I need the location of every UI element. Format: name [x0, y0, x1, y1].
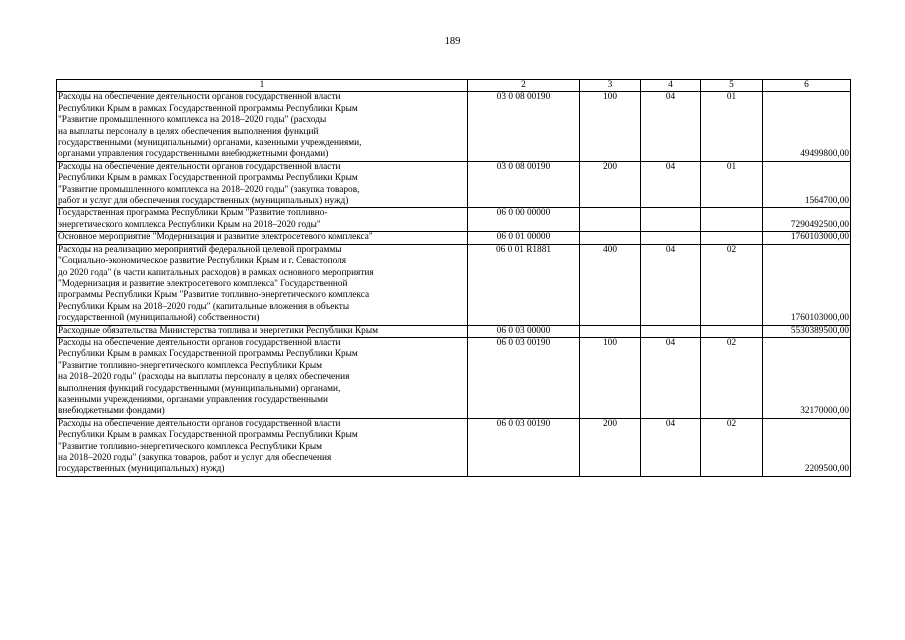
- table-header-row: [57, 80, 851, 92]
- row-subsection-cell: [701, 232, 763, 244]
- row-subsection-cell: [701, 325, 763, 337]
- row-section-cell: 04: [641, 244, 701, 325]
- column-header-3: 3: [580, 80, 641, 92]
- row-amount-cell: 49499800,00: [763, 92, 851, 161]
- row-subsection-cell: 02: [701, 418, 763, 476]
- row-code-cell: 06 0 03 00190: [468, 337, 580, 418]
- budget-table: [56, 79, 851, 477]
- row-subsection-cell: 02: [701, 244, 763, 325]
- row-code-cell: 06 0 03 00000: [468, 325, 580, 337]
- row-expense-type-cell: 200: [580, 161, 641, 208]
- column-header-2: 2: [468, 80, 580, 92]
- row-amount-cell: 1760103000,00: [763, 244, 851, 325]
- table-row: [57, 161, 851, 208]
- table-row: [57, 244, 851, 325]
- row-name-cell: Расходные обязательства Министерства топлива и энергетики Республики Крым: [57, 325, 468, 337]
- row-name-cell: Расходы на обеспечение деятельности органов государственной власти Республики Крым в рамках Государственной программы Республики Крым "Развитие промышленного комплекса на 2018–2020 годы" (расходы на выплаты персоналу в целях обеспечения выполнения функций государственными (муниципальными) органами, казенными учреждениями, органами управления государственными внебюджетными фондами): [57, 92, 468, 161]
- row-section-cell: 04: [641, 337, 701, 418]
- row-expense-type-cell: [580, 208, 641, 232]
- row-amount-cell: 7290492500,00: [763, 208, 851, 232]
- row-section-cell: 04: [641, 418, 701, 476]
- table-row: [57, 92, 851, 161]
- column-header-6: 6: [763, 80, 851, 92]
- row-section-cell: [641, 232, 701, 244]
- row-expense-type-cell: 100: [580, 92, 641, 161]
- page-number: 189: [444, 36, 461, 47]
- row-expense-type-cell: 200: [580, 418, 641, 476]
- column-header-4: 4: [641, 80, 701, 92]
- row-name-cell: Расходы на обеспечение деятельности органов государственной власти Республики Крым в рамках Государственной программы Республики Крым "Развитие промышленного комплекса на 2018–2020 годы" (закупка товаров, работ и услуг для обеспечения государственных (муниципальных) нужд): [57, 161, 468, 208]
- table-row: [57, 325, 851, 337]
- row-code-cell: 06 0 00 00000: [468, 208, 580, 232]
- row-expense-type-cell: [580, 232, 641, 244]
- row-section-cell: [641, 208, 701, 232]
- table-row: [57, 208, 851, 232]
- row-code-cell: 06 0 03 00190: [468, 418, 580, 476]
- row-subsection-cell: 01: [701, 92, 763, 161]
- row-name-cell: Расходы на обеспечение деятельности органов государственной власти Республики Крым в рамках Государственной программы Республики Крым "Развитие топливно-энергетического комплекса Республики Крым на 2018–2020 годы" (закупка товаров, работ и услуг для обеспечения государственных (муниципальных) нужд): [57, 418, 468, 476]
- row-subsection-cell: 02: [701, 337, 763, 418]
- row-code-cell: 06 0 01 00000: [468, 232, 580, 244]
- row-name-cell: Расходы на обеспечение деятельности органов государственной власти Республики Крым в рамках Государственной программы Республики Крым "Развитие топливно-энергетического комплекса Республики Крым на 2018–2020 годы" (расходы на выплаты персоналу в целях обеспечения выполнения функций государственными (муниципальными) органами, казенными учреждениями, органами управления государственными внебюджетными фондами): [57, 337, 468, 418]
- row-code-cell: 03 0 08 00190: [468, 161, 580, 208]
- row-section-cell: 04: [641, 92, 701, 161]
- table-row: [57, 337, 851, 418]
- row-subsection-cell: 01: [701, 161, 763, 208]
- row-expense-type-cell: 400: [580, 244, 641, 325]
- row-amount-cell: 1564700,00: [763, 161, 851, 208]
- row-code-cell: 03 0 08 00190: [468, 92, 580, 161]
- row-amount-cell: 32170000,00: [763, 337, 851, 418]
- row-amount-cell: 1760103000,00: [763, 232, 851, 244]
- row-name-cell: Государственная программа Республики Крым "Развитие топливно- энергетического комплекса Республики Крым на 2018–2020 годы": [57, 208, 468, 232]
- column-header-5: 5: [701, 80, 763, 92]
- column-header-1: 1: [57, 80, 468, 92]
- row-name-cell: Основное мероприятие "Модернизация и развитие электросетевого комплекса": [57, 232, 468, 244]
- row-expense-type-cell: [580, 325, 641, 337]
- row-amount-cell: 5530389500,00: [763, 325, 851, 337]
- row-section-cell: [641, 325, 701, 337]
- table-row: [57, 418, 851, 476]
- row-subsection-cell: [701, 208, 763, 232]
- row-name-cell: Расходы на реализацию мероприятий федеральной целевой программы "Социально-экономическое развитие Республики Крым и г. Севастополя до 2020 года" (в части капитальных расходов) в рамках основного мероприятия "Модернизация и развитие электросетевого комплекса" Государственной программы Республики Крым "Развитие топливно-энергетического комплекса Республики Крым на 2018–2020 годы" (капитальные вложения в объекты государственной (муниципальной) собственности): [57, 244, 468, 325]
- row-section-cell: 04: [641, 161, 701, 208]
- row-expense-type-cell: 100: [580, 337, 641, 418]
- row-amount-cell: 2209500,00: [763, 418, 851, 476]
- row-code-cell: 06 0 01 R1881: [468, 244, 580, 325]
- table-row: [57, 232, 851, 244]
